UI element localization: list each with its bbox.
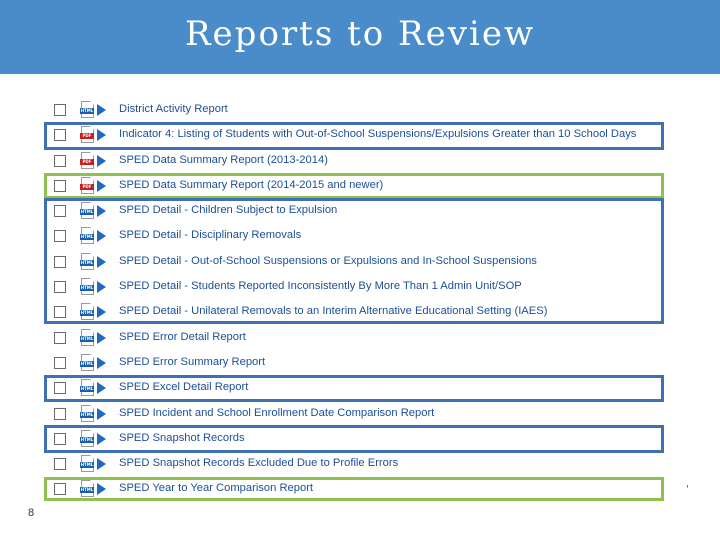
report-link[interactable]: SPED Detail - Out-of-School Suspensions or Expulsions and In-School Suspensions	[119, 254, 537, 267]
play-arrow-icon[interactable]	[97, 230, 106, 242]
pdf-file-icon	[81, 177, 94, 194]
report-row[interactable]	[44, 376, 668, 401]
file-format-tag: HTML	[80, 462, 94, 468]
report-link[interactable]: SPED Detail - Students Reported Inconsistently By More Than 1 Admin Unit/SOP	[119, 280, 522, 293]
play-arrow-icon[interactable]	[97, 306, 106, 318]
report-checkbox[interactable]	[54, 408, 66, 420]
report-link[interactable]: Indicator 4: Listing of Students with Out-of-School Suspensions/Expulsions Greater than 10 School Days	[119, 128, 637, 141]
play-arrow-icon[interactable]	[97, 205, 106, 217]
file-format-tag: HTML	[80, 234, 94, 240]
report-link[interactable]: SPED Year to Year Comparison Report	[119, 482, 314, 495]
report-link[interactable]: SPED Data Summary Report (2014-2015 and newer)	[119, 178, 384, 191]
report-checkbox[interactable]	[54, 129, 66, 141]
pdf-file-icon	[81, 152, 94, 169]
report-row[interactable]	[44, 351, 668, 376]
file-format-tag: PDF	[80, 159, 94, 165]
report-checkbox[interactable]	[54, 357, 66, 369]
report-link[interactable]: SPED Data Summary Report (2013-2014)	[119, 153, 328, 166]
play-arrow-icon[interactable]	[97, 155, 106, 167]
report-row[interactable]	[44, 250, 668, 275]
file-format-tag: PDF	[80, 184, 94, 190]
file-format-tag: HTML	[80, 411, 94, 417]
report-row[interactable]	[44, 402, 668, 427]
file-format-tag: HTML	[80, 335, 94, 341]
report-checkbox[interactable]	[54, 256, 66, 268]
report-checkbox[interactable]	[54, 433, 66, 445]
play-arrow-icon[interactable]	[97, 281, 106, 293]
play-arrow-icon[interactable]	[97, 256, 106, 268]
play-arrow-icon[interactable]	[97, 357, 106, 369]
report-row[interactable]	[44, 477, 668, 502]
play-arrow-icon[interactable]	[97, 104, 106, 116]
report-list	[44, 98, 668, 503]
html-file-icon	[81, 455, 94, 472]
report-checkbox[interactable]	[54, 332, 66, 344]
report-link[interactable]: SPED Detail - Unilateral Removals to an Interim Alternative Educational Setting (IAES)	[119, 305, 548, 318]
report-link[interactable]: SPED Detail - Children Subject to Expulsion	[119, 204, 338, 217]
html-file-icon	[81, 278, 94, 295]
report-link[interactable]: District Activity Report	[119, 103, 228, 115]
play-arrow-icon[interactable]	[97, 180, 106, 192]
report-link[interactable]: SPED Snapshot Records	[119, 431, 245, 444]
file-format-tag: HTML	[80, 259, 94, 265]
report-row[interactable]	[44, 326, 668, 351]
file-format-tag: PDF	[80, 133, 94, 139]
html-file-icon	[81, 405, 94, 422]
report-row[interactable]	[44, 427, 668, 452]
report-row[interactable]	[44, 452, 668, 477]
report-checkbox[interactable]	[54, 458, 66, 470]
play-arrow-icon[interactable]	[97, 129, 106, 141]
html-file-icon	[81, 354, 94, 371]
play-arrow-icon[interactable]	[97, 433, 106, 445]
report-checkbox[interactable]	[54, 155, 66, 167]
report-row[interactable]	[44, 123, 668, 148]
report-row[interactable]	[44, 224, 668, 249]
report-checkbox[interactable]	[54, 281, 66, 293]
file-format-tag: HTML	[80, 487, 94, 493]
report-checkbox[interactable]	[54, 205, 66, 217]
play-arrow-icon[interactable]	[97, 408, 106, 420]
html-file-icon	[81, 430, 94, 447]
pdf-file-icon	[81, 126, 94, 143]
file-format-tag: HTML	[80, 360, 94, 366]
footer-mark: '	[686, 484, 689, 495]
report-row[interactable]	[44, 199, 668, 224]
html-file-icon	[81, 101, 94, 118]
html-file-icon	[81, 379, 94, 396]
play-arrow-icon[interactable]	[97, 458, 106, 470]
html-file-icon	[81, 202, 94, 219]
report-link[interactable]: SPED Snapshot Records Excluded Due to Profile Errors	[119, 457, 399, 470]
report-row[interactable]	[44, 174, 668, 199]
html-file-icon	[81, 303, 94, 320]
file-format-tag: HTML	[80, 436, 94, 442]
report-checkbox[interactable]	[54, 104, 66, 116]
play-arrow-icon[interactable]	[97, 483, 106, 495]
report-row[interactable]	[44, 275, 668, 300]
html-file-icon	[81, 329, 94, 346]
html-file-icon	[81, 480, 94, 497]
report-checkbox[interactable]	[54, 230, 66, 242]
report-link[interactable]: SPED Error Detail Report	[119, 330, 246, 343]
file-format-tag: HTML	[80, 108, 94, 113]
report-link[interactable]: SPED Incident and School Enrollment Date Comparison Report	[119, 406, 435, 419]
html-file-icon	[81, 227, 94, 244]
report-checkbox[interactable]	[54, 180, 66, 192]
file-format-tag: HTML	[80, 285, 94, 291]
play-arrow-icon[interactable]	[97, 332, 106, 344]
page-number: 8	[28, 507, 35, 519]
report-row[interactable]	[44, 149, 668, 174]
slide-header	[0, 0, 720, 74]
report-row[interactable]	[44, 98, 668, 123]
file-format-tag: HTML	[80, 386, 94, 392]
report-checkbox[interactable]	[54, 382, 66, 394]
report-checkbox[interactable]	[54, 483, 66, 495]
slide-title: Reports to Review	[184, 14, 536, 54]
report-link[interactable]: SPED Excel Detail Report	[119, 381, 249, 394]
report-link[interactable]: SPED Detail - Disciplinary Removals	[119, 229, 302, 242]
report-checkbox[interactable]	[54, 306, 66, 318]
report-row[interactable]	[44, 300, 668, 325]
report-link[interactable]: SPED Error Summary Report	[119, 355, 266, 368]
file-format-tag: HTML	[80, 310, 94, 316]
file-format-tag: HTML	[80, 209, 94, 215]
html-file-icon	[81, 253, 94, 270]
play-arrow-icon[interactable]	[97, 382, 106, 394]
